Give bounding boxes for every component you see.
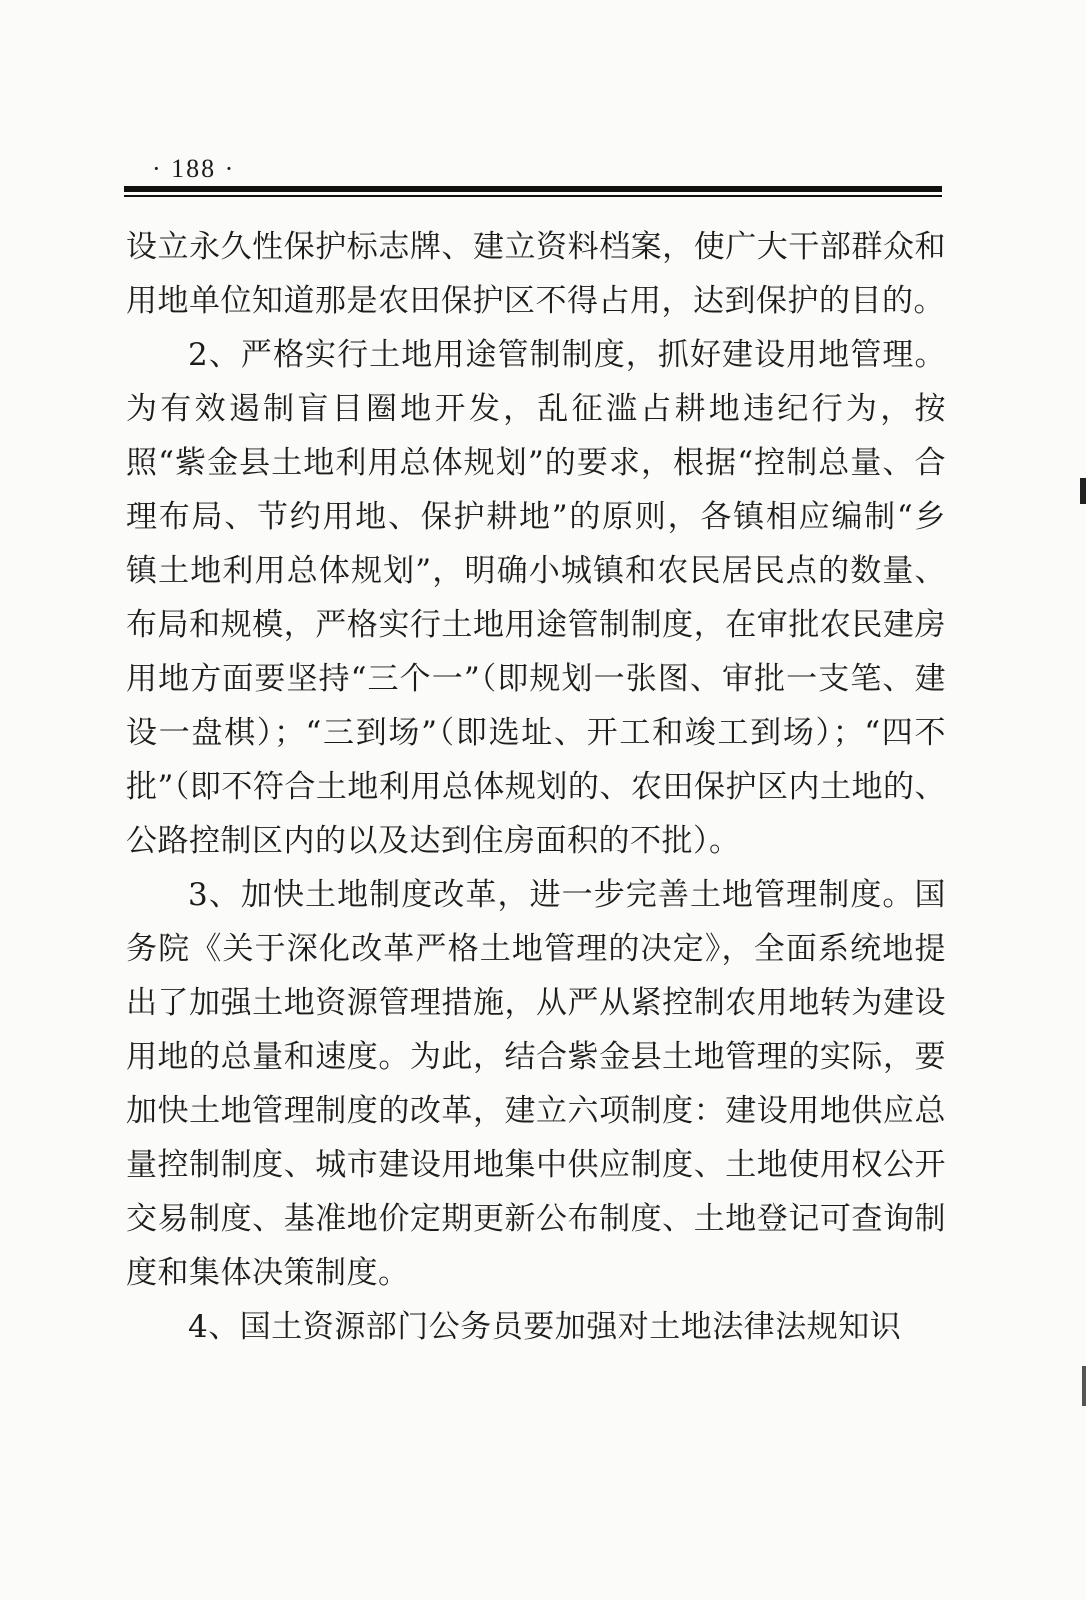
paragraph-item-4: 4、国土资源部门公务员要加强对土地法律法规知识 [188, 1309, 902, 1345]
paragraph-item-3: 3、加快土地制度改革，进一步完善土地管理制度。国务院《关于深化改革严格土地管理的决定》，全面系统地提出了加强土地资源管理措施，从严从紧控制农用地转为建设用地的总量和速度。为此，结合紫金县土地管理的实际，要加快土地管理制度的改革，建立六项制度：建设用地供应总量控制制度、城市建设用地集中供应制度、土地使用权公开交易制度、基准地价定期更新公布制度、土地登记可查询制度和集体决策制度。 [126, 877, 946, 1291]
header-rule-thick [124, 186, 942, 192]
paragraph-item-2: 2、严格实行土地用途管制制度，抓好建设用地管理。为有效遏制盲目圈地开发，乱征滥占耕地违纪行为，按照“紫金县土地利用总体规划”的要求，根据“控制总量、合理布局、节约用地、保护耕地”的原则，各镇相应编制“乡镇土地利用总体规划”，明确小城镇和农民居民点的数量、布局和规模，严格实行土地用途管制制度，在审批农民建房用地方面要坚持“三个一”（即规划一张图、审批一支笔、建设一盘棋）；“三到场”（即选址、开工和竣工到场）；“四不批”（即不符合土地利用总体规划的、农田保护区内土地的、公路控制区内的以及达到住房面积的不批）。 [126, 337, 946, 859]
scan-edge-mark [1080, 478, 1086, 504]
header-rule-thin [124, 195, 942, 197]
header-rule [124, 186, 942, 200]
body-text [126, 220, 946, 1354]
scan-edge-mark [1082, 1366, 1086, 1406]
page-number: · 188 · [152, 154, 236, 183]
paragraph-continuation: 设立永久性保护标志牌、建立资料档案，使广大干部群众和用地单位知道那是农田保护区不得占用，达到保护的目的。 [126, 229, 946, 319]
